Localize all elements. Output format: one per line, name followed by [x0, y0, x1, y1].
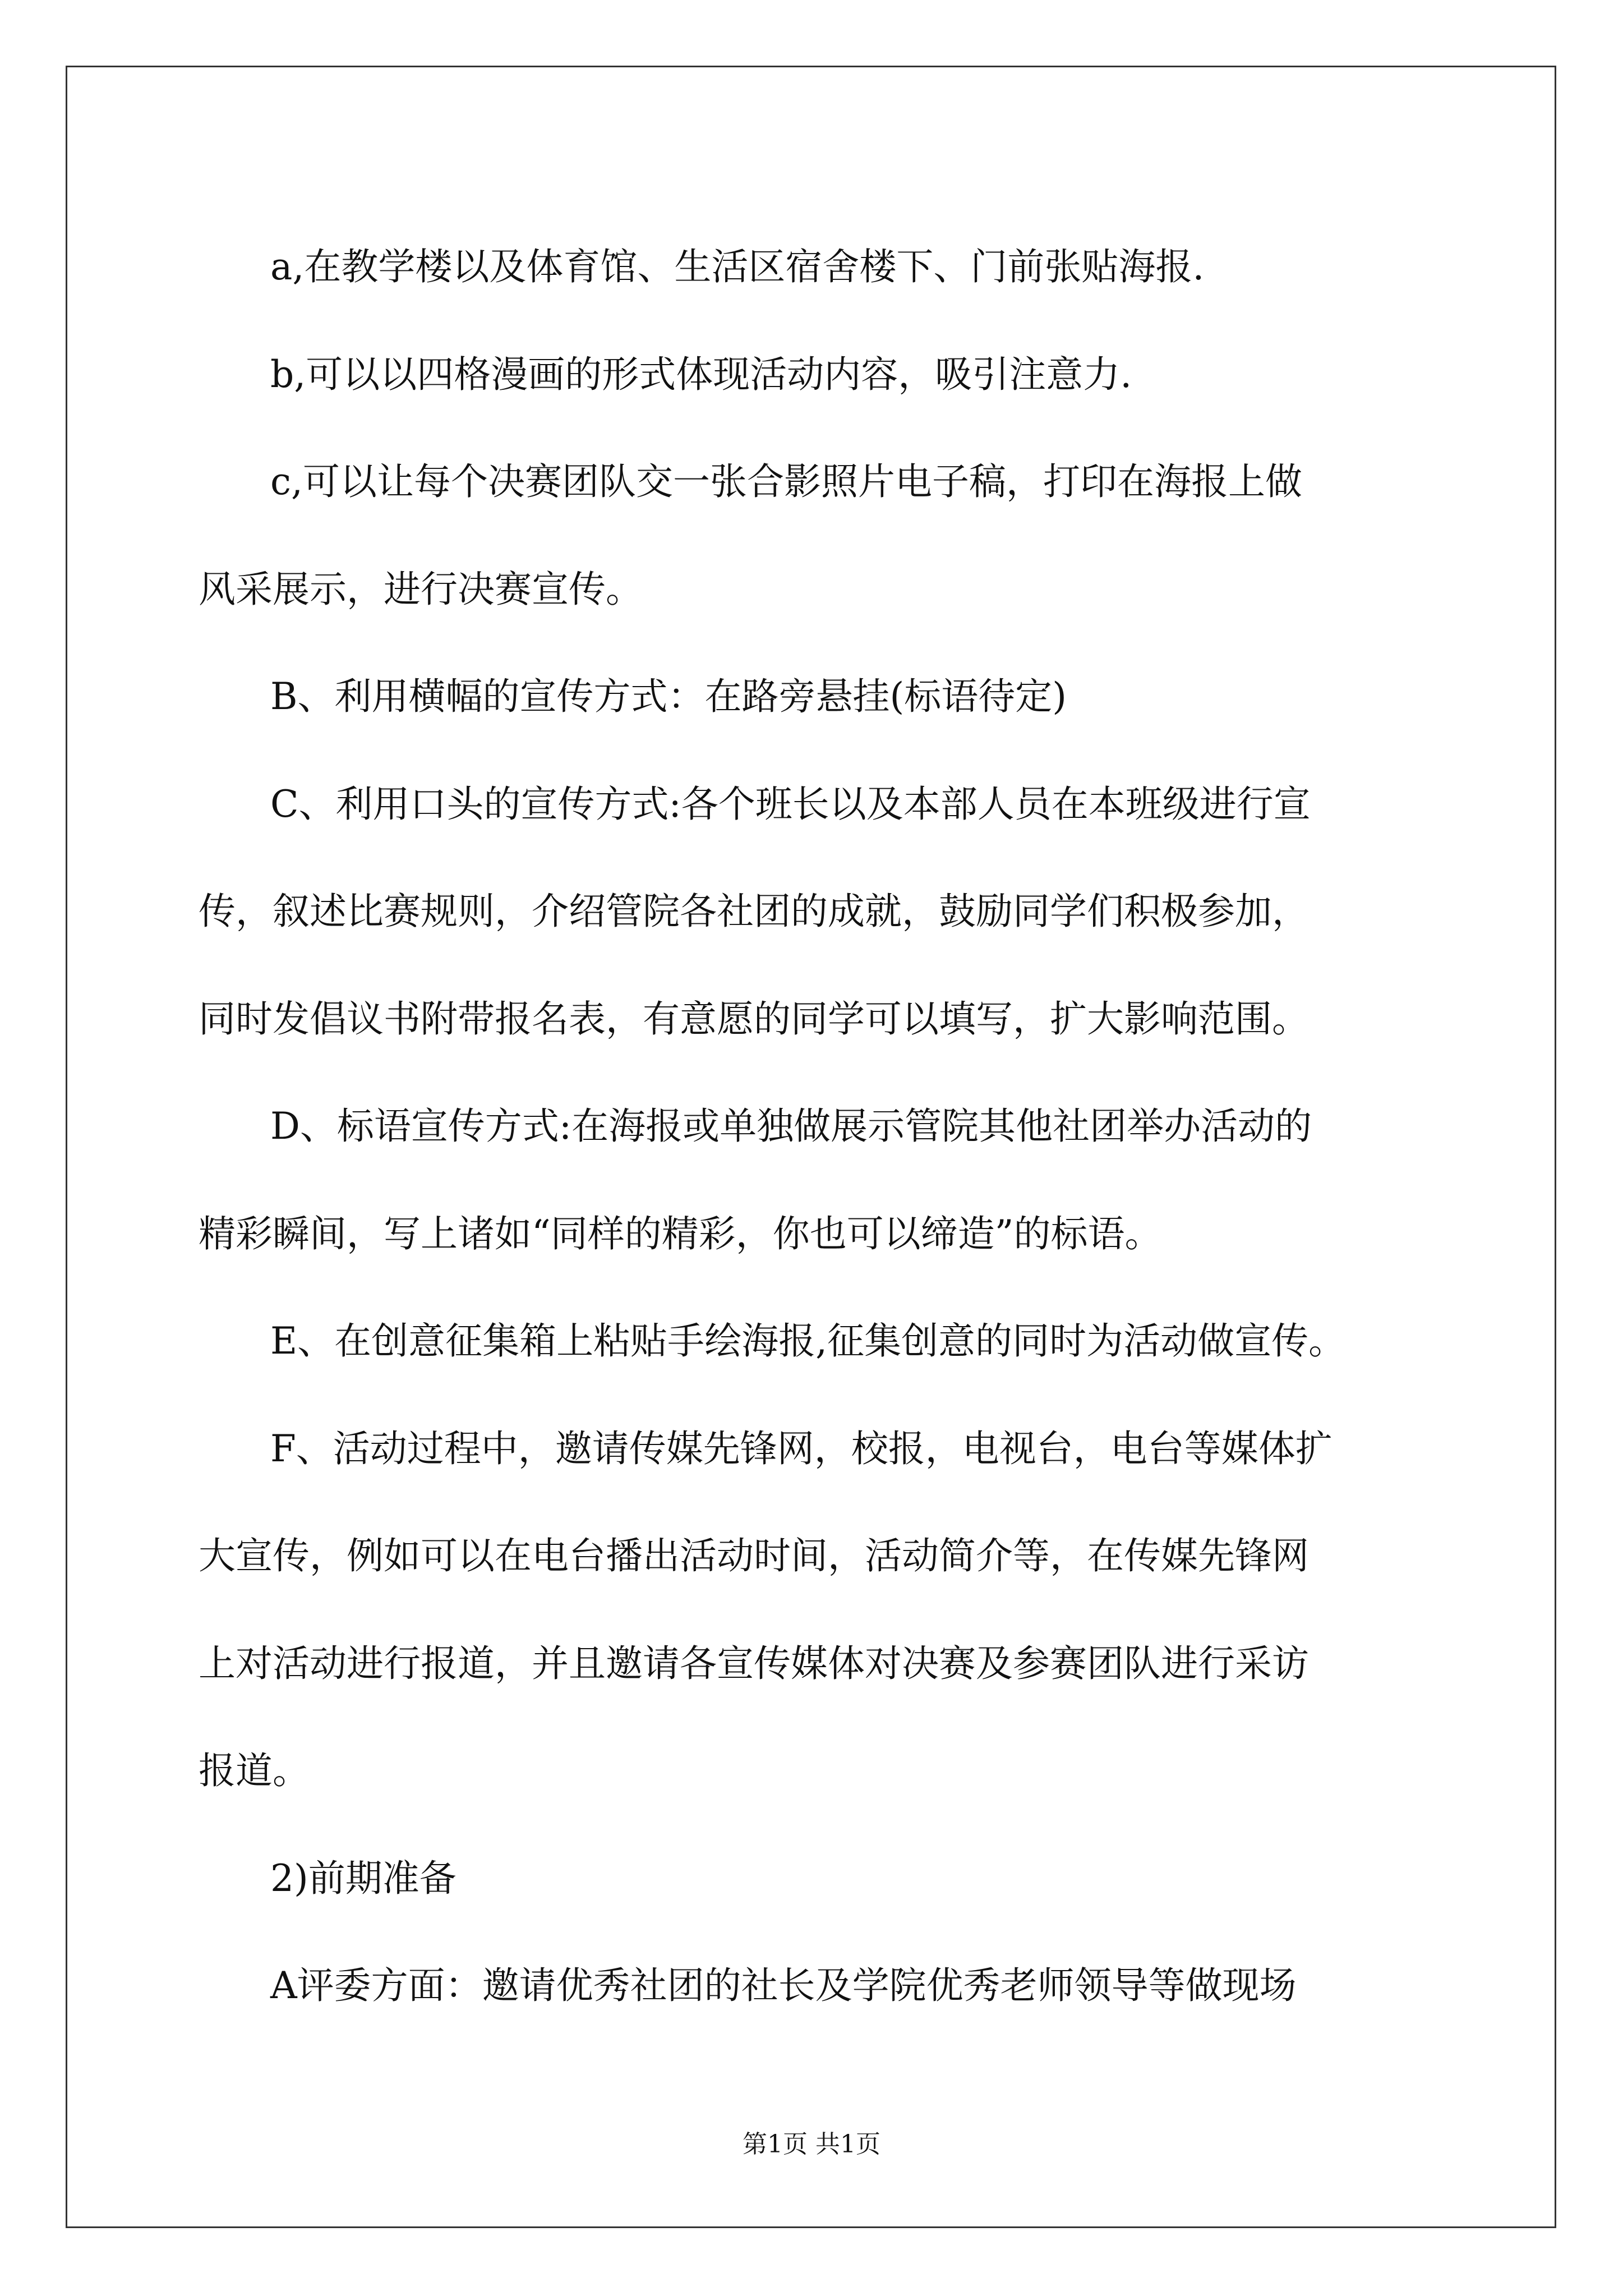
paragraph-line: F、活动过程中，邀请传媒先锋网，校报，电视台，电台等媒体扩 [270, 1427, 1332, 1470]
paragraph-line: 大宣传，例如可以在电台播出活动时间，活动简介等，在传媒先锋网 [199, 1534, 1309, 1577]
page-footer: 第1页 共1页 [743, 2130, 880, 2159]
paragraph-line: D、标语宣传方式:在海报或单独做展示管院其他社团举办活动的 [270, 1105, 1312, 1148]
paragraph-line: 上对活动进行报道，并且邀请各宣传媒体对决赛及参赛团队进行采访 [199, 1641, 1309, 1685]
document-body [199, 213, 1432, 2040]
section-heading: 2)前期准备 [270, 1856, 457, 1900]
paragraph-line: 报道。 [199, 1749, 310, 1792]
paragraph-line: E、在创意征集箱上粘贴手绘海报,征集创意的同时为活动做宣传。 [270, 1319, 1346, 1363]
paragraph-line: C、利用口头的宣传方式:各个班长以及本部人员在本班级进行宣 [270, 782, 1311, 826]
paragraph-line: 精彩瞬间，写上诸如“同样的精彩，你也可以缔造”的标语。 [199, 1212, 1162, 1255]
paragraph-line: B、利用横幅的宣传方式：在路旁悬挂(标语待定) [270, 675, 1067, 718]
paragraph-line: 传，叙述比赛规则，介绍管院各社团的成就，鼓励同学们积极参加， [199, 890, 1309, 933]
paragraph-line: c,可以让每个决赛团队交一张合影照片电子稿，打印在海报上做 [270, 460, 1302, 503]
paragraph-line: A评委方面：邀请优秀社团的社长及学院优秀老师领导等做现场 [270, 1964, 1297, 2007]
paragraph-line: 风采展示，进行决赛宣传。 [199, 567, 643, 611]
paragraph-line: b,可以以四格漫画的形式体现活动内容，吸引注意力. [270, 352, 1132, 396]
paragraph-line: a,在教学楼以及体育馆、生活区宿舍楼下、门前张贴海报. [270, 245, 1205, 288]
paragraph-line: 同时发倡议书附带报名表，有意愿的同学可以填写，扩大影响范围。 [199, 997, 1309, 1041]
